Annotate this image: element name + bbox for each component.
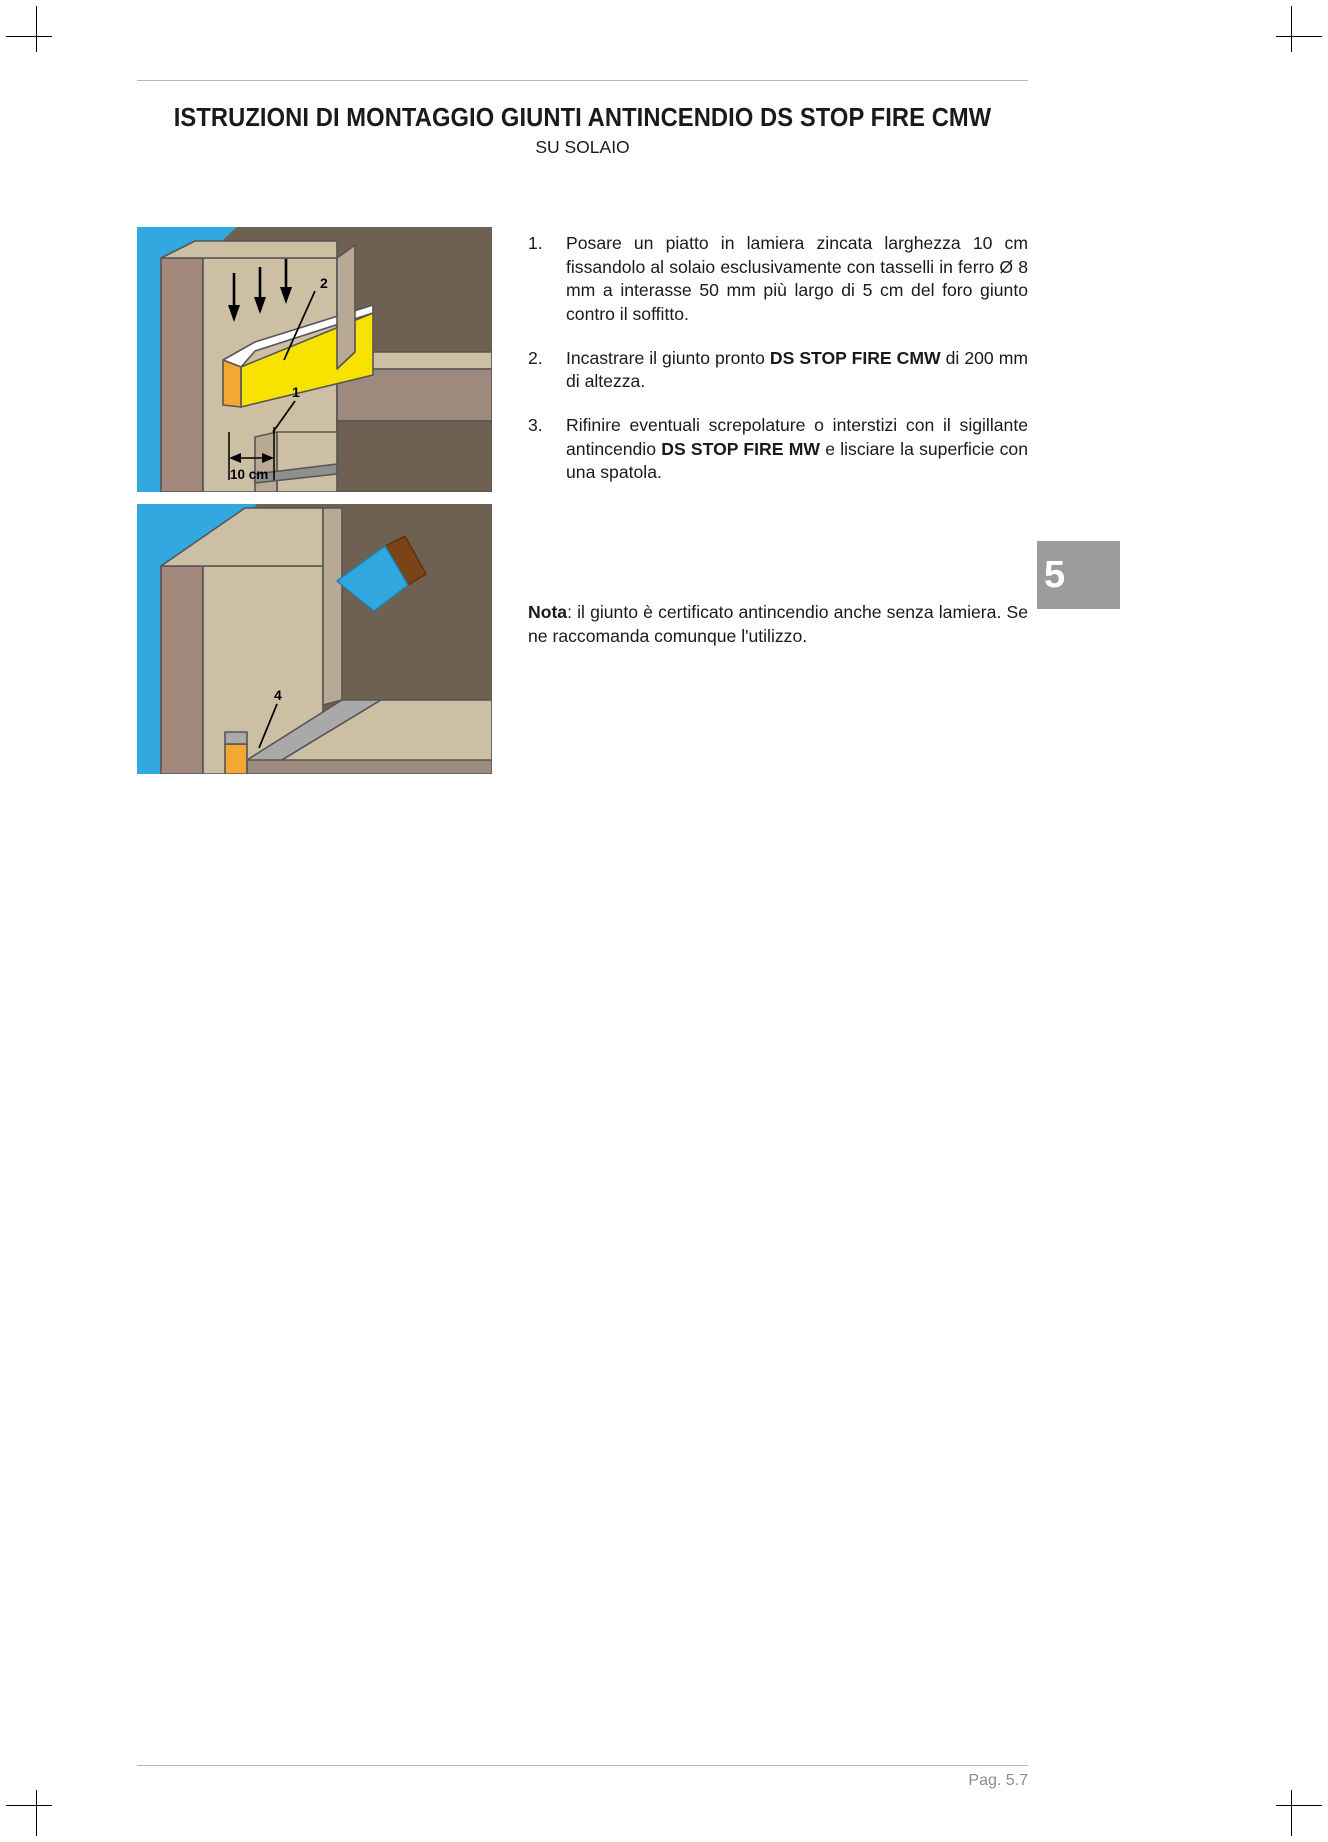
figure-1-callout-1: 1 <box>292 384 300 400</box>
crop-mark-bottom-right-horizontal <box>1276 1805 1322 1806</box>
crop-mark-bottom-left-vertical <box>36 1790 37 1836</box>
crop-mark-bottom-right-vertical <box>1291 1790 1292 1836</box>
page-number-label: Pag. 5.7 <box>968 1772 1028 1789</box>
step-number-1: 1. <box>528 233 543 253</box>
header-divider-rule <box>137 80 1028 81</box>
page-title: ISTRUZIONI DI MONTAGGIO GIUNTI ANTINCENDIO DS STOP FIRE CMW <box>173 104 992 132</box>
figure-1-callout-2: 2 <box>320 275 328 291</box>
instruction-step-2 <box>528 347 1028 394</box>
instruction-step-1 <box>528 232 1028 327</box>
figure-2-callout-4: 4 <box>274 687 282 703</box>
step-text-2: Incastrare il giunto pronto DS STOP FIRE CMW di 200 mm di altezza. <box>566 347 1029 392</box>
instructions-column <box>528 232 1028 485</box>
crop-mark-top-left-horizontal <box>6 36 52 37</box>
note-paragraph: Nota: il giunto è certificato antincendio anche senza lamiera. Se ne raccomanda comunque l'utilizzo. <box>528 602 1028 646</box>
crop-mark-top-right-horizontal <box>1276 36 1322 37</box>
crop-mark-bottom-left-horizontal <box>6 1805 52 1806</box>
figure-1-dimension-label: 10 cm <box>230 467 269 482</box>
page-subtitle: SU SOLAIO <box>535 137 630 157</box>
step-text-1: Posare un piatto in lamiera zincata larghezza 10 cm fissandolo al solaio esclusivamente con tasselli in ferro Ø 8 mm a interasse 50 mm più largo di 5 cm del foro giunto contro il soffitto. <box>566 233 1028 324</box>
footer-divider-rule <box>137 1765 1028 1766</box>
crop-mark-top-right-vertical <box>1291 6 1292 52</box>
section-tab-marker: 5 <box>1037 541 1120 609</box>
figure-1-joint-installation <box>137 227 492 492</box>
instruction-step-3 <box>528 414 1028 485</box>
figure-2-spatula-finishing <box>137 504 492 774</box>
step-number-3: 3. <box>528 414 543 435</box>
step-text-3: Rifinire eventuali screpolature o interstizi con il sigillante antincendio DS STOP FIRE MW e lisciare la superficie con una spatola. <box>566 414 1028 483</box>
crop-mark-top-left-vertical <box>36 6 37 52</box>
instruction-steps-list <box>528 232 1028 485</box>
step-number-2: 2. <box>528 347 543 368</box>
